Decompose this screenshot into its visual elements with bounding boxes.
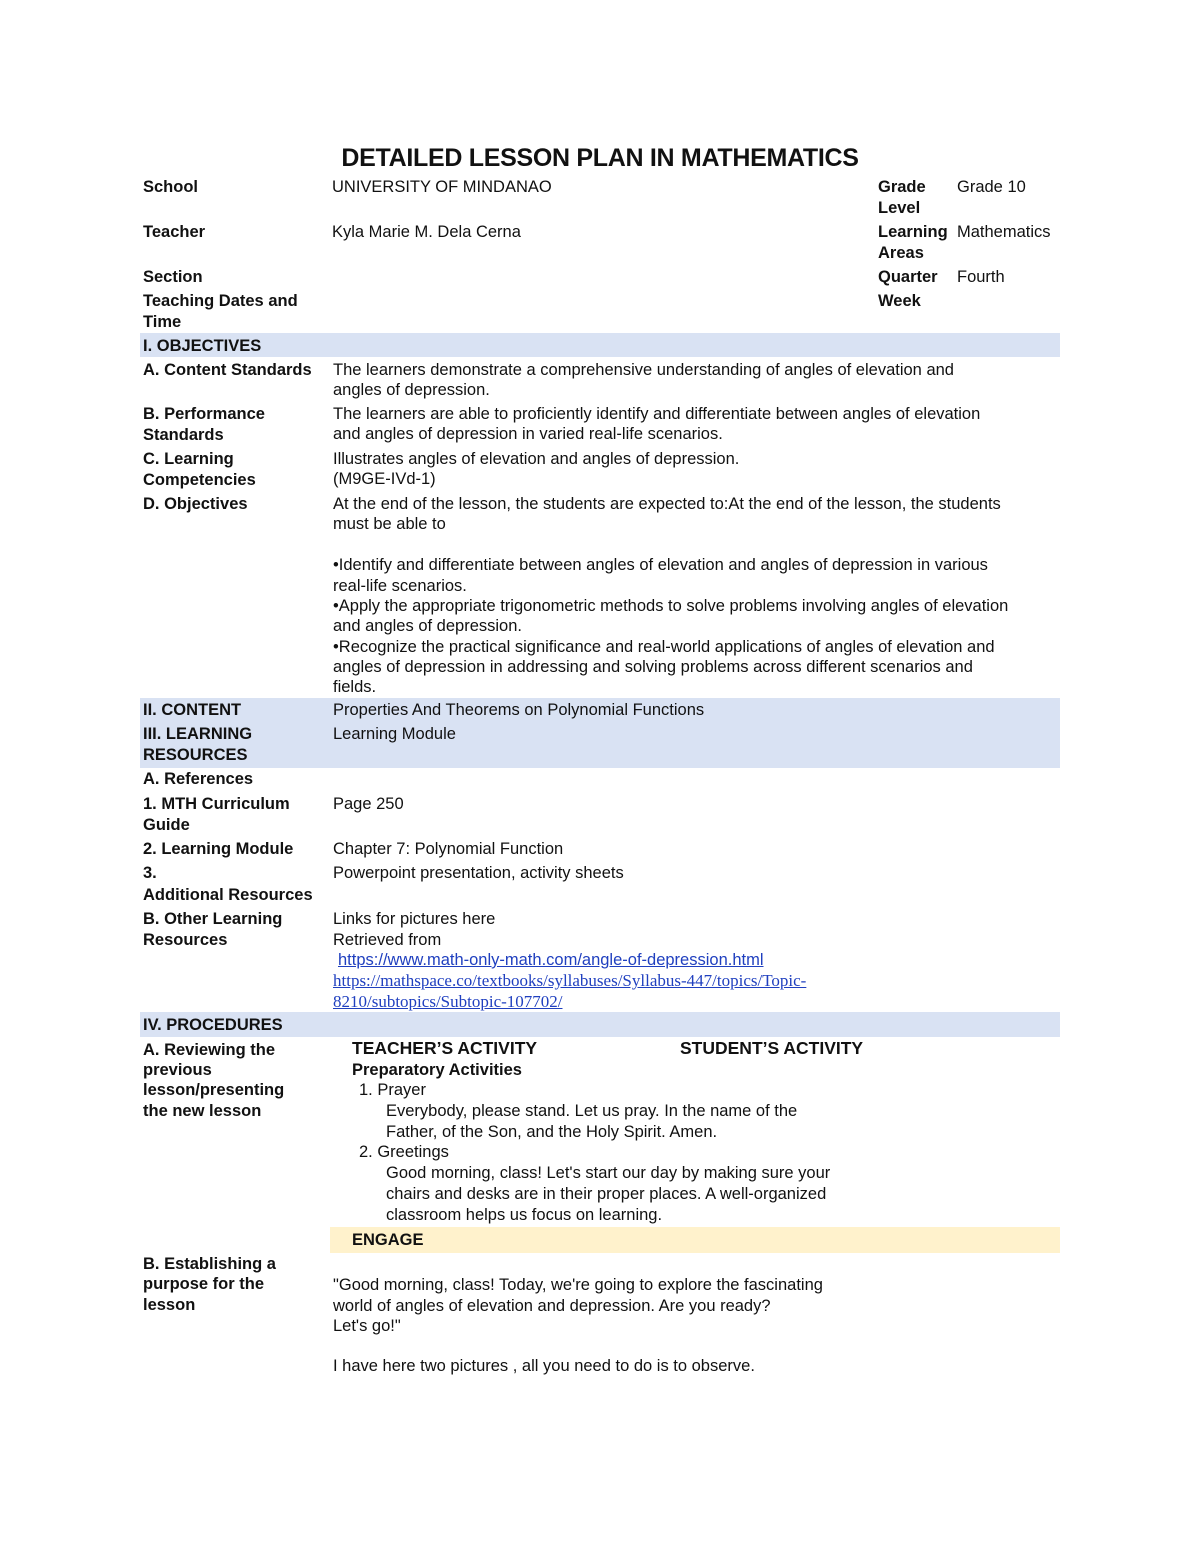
objective-bullet-1-line-2: real-life scenarios.: [333, 577, 467, 595]
engage-heading: ENGAGE: [352, 1231, 424, 1249]
additional-resources-label-1: 3.: [143, 864, 157, 882]
performance-standards-text-1: The learners are able to proficiently identify and differentiate between angles of elevation: [333, 405, 981, 423]
section-label: Section: [143, 268, 203, 286]
engage-text-2: world of angles of elevation and depression. Are you ready?: [333, 1297, 771, 1315]
procedure-a-label-4: the new lesson: [143, 1102, 262, 1120]
procedure-b-label-2: purpose for the: [143, 1275, 265, 1293]
learning-competencies-label-1: C. Learning: [143, 450, 234, 468]
objectives-heading-band: [140, 333, 1060, 357]
objective-bullet-3-line-2: angles of depression in addressing and solving problems across different scenarios and: [333, 658, 973, 676]
learning-areas-label-2: Areas: [878, 244, 924, 262]
procedure-b-label-1: B. Establishing a: [143, 1255, 276, 1273]
grade-level-label-2: Level: [878, 199, 921, 217]
engage-text-4: I have here two pictures , all you need to do is to observe.: [333, 1357, 755, 1375]
quarter-label: Quarter: [878, 268, 938, 286]
content-value: Properties And Theorems on Polynomial Functions: [333, 701, 705, 719]
greetings-text-1: Good morning, class! Let's start our day by making sure your: [386, 1164, 831, 1182]
additional-resources-label-2: Additional Resources: [143, 886, 313, 904]
learning-module-label: 2. Learning Module: [143, 840, 294, 858]
procedure-a-label-1: A. Reviewing the: [143, 1041, 276, 1059]
teaching-dates-label-1: Teaching Dates and: [143, 292, 298, 310]
performance-standards-label-2: Standards: [143, 426, 224, 444]
week-label: Week: [878, 292, 921, 310]
learning-resources-heading-2: RESOURCES: [143, 746, 248, 764]
procedures-heading: IV. PROCEDURES: [143, 1016, 283, 1034]
teacher-activity-heading: TEACHER’S ACTIVITY: [352, 1038, 538, 1058]
objective-bullet-3-line-3: fields.: [333, 678, 377, 696]
learning-competencies-text-1: Illustrates angles of elevation and angles of depression.: [333, 450, 740, 468]
curriculum-guide-label-2: Guide: [143, 816, 190, 834]
teacher-label: Teacher: [143, 223, 206, 241]
performance-standards-text-2: and angles of depression in varied real-life scenarios.: [333, 425, 723, 443]
resource-link-2-line-2[interactable]: 8210/subtopics/Subtopic-107702/: [333, 992, 563, 1011]
learning-module-value: Chapter 7: Polynomial Function: [333, 840, 564, 858]
procedure-a-label-2: previous: [143, 1061, 212, 1079]
objective-bullet-1-line-1: •Identify and differentiate between angles of elevation and angles of depression in various: [333, 556, 988, 574]
preparatory-activities-heading: Preparatory Activities: [352, 1061, 522, 1079]
resource-link-1[interactable]: https://www.math-only-math.com/angle-of-depression.html: [338, 951, 764, 969]
curriculum-guide-label-1: 1. MTH Curriculum: [143, 795, 290, 813]
objectives-intro-2: must be able to: [333, 515, 446, 533]
school-value: UNIVERSITY OF MINDANAO: [332, 178, 552, 196]
teacher-value: Kyla Marie M. Dela Cerna: [332, 223, 521, 241]
greetings-text-2: chairs and desks are in their proper places. A well-organized: [386, 1185, 827, 1203]
performance-standards-label-1: B. Performance: [143, 405, 265, 423]
learning-competencies-text-2: (M9GE-IVd-1): [333, 470, 436, 488]
learning-areas-value: Mathematics: [957, 223, 1051, 241]
content-standards-text-2: angles of depression.: [333, 381, 490, 399]
other-resources-label-2: Resources: [143, 931, 228, 949]
content-standards-label: A. Content Standards: [143, 361, 312, 379]
resource-link-2-line-1[interactable]: https://mathspace.co/textbooks/syllabuses/Syllabus-447/topics/Topic-: [333, 971, 807, 990]
grade-level-value: Grade 10: [957, 178, 1026, 196]
quarter-value: Fourth: [957, 268, 1005, 286]
prayer-label: 1. Prayer: [359, 1081, 426, 1099]
procedure-a-label-3: lesson/presenting: [143, 1081, 285, 1099]
prayer-text-2: Father, of the Son, and the Holy Spirit. Amen.: [386, 1123, 718, 1141]
objectives-label: D. Objectives: [143, 495, 248, 513]
learning-resources-value: Learning Module: [333, 725, 456, 743]
other-resources-text-2: Retrieved from: [333, 931, 442, 949]
page-title: DETAILED LESSON PLAN IN MATHEMATICS: [341, 144, 859, 172]
content-standards-text-1: The learners demonstrate a comprehensive understanding of angles of elevation and: [333, 361, 954, 379]
additional-resources-value: Powerpoint presentation, activity sheets: [333, 864, 624, 882]
objective-bullet-3-line-1: •Recognize the practical significance and real-world applications of angles of elevation and: [333, 638, 995, 656]
greetings-text-3: classroom helps us focus on learning.: [386, 1206, 663, 1224]
objectives-intro-1: At the end of the lesson, the students are expected to:At the end of the lesson, the students: [333, 495, 1001, 513]
curriculum-guide-value: Page 250: [333, 795, 404, 813]
other-resources-text-1: Links for pictures here: [333, 910, 496, 928]
other-resources-label-1: B. Other Learning: [143, 910, 283, 928]
greetings-label: 2. Greetings: [359, 1143, 449, 1161]
learning-competencies-label-2: Competencies: [143, 471, 256, 489]
objectives-heading: I. OBJECTIVES: [143, 337, 262, 355]
learning-resources-heading-1: III. LEARNING: [143, 725, 253, 743]
engage-text-1: "Good morning, class! Today, we're going to explore the fascinating: [333, 1276, 823, 1294]
references-label: A. References: [143, 770, 254, 788]
student-activity-heading: STUDENT’S ACTIVITY: [680, 1038, 864, 1058]
engage-band: [330, 1227, 1060, 1253]
engage-text-3: Let's go!": [333, 1317, 401, 1335]
procedure-b-label-3: lesson: [143, 1296, 196, 1314]
objective-bullet-2-line-1: •Apply the appropriate trigonometric methods to solve problems involving angles of elevation: [333, 597, 1009, 615]
teaching-dates-label-2: Time: [143, 313, 182, 331]
objective-bullet-2-line-2: and angles of depression.: [333, 617, 522, 635]
school-label: School: [143, 178, 199, 196]
prayer-text-1: Everybody, please stand. Let us pray. In the name of the: [386, 1102, 798, 1120]
grade-level-label-1: Grade: [878, 178, 926, 196]
content-heading: II. CONTENT: [143, 701, 242, 719]
learning-areas-label-1: Learning: [878, 223, 948, 241]
